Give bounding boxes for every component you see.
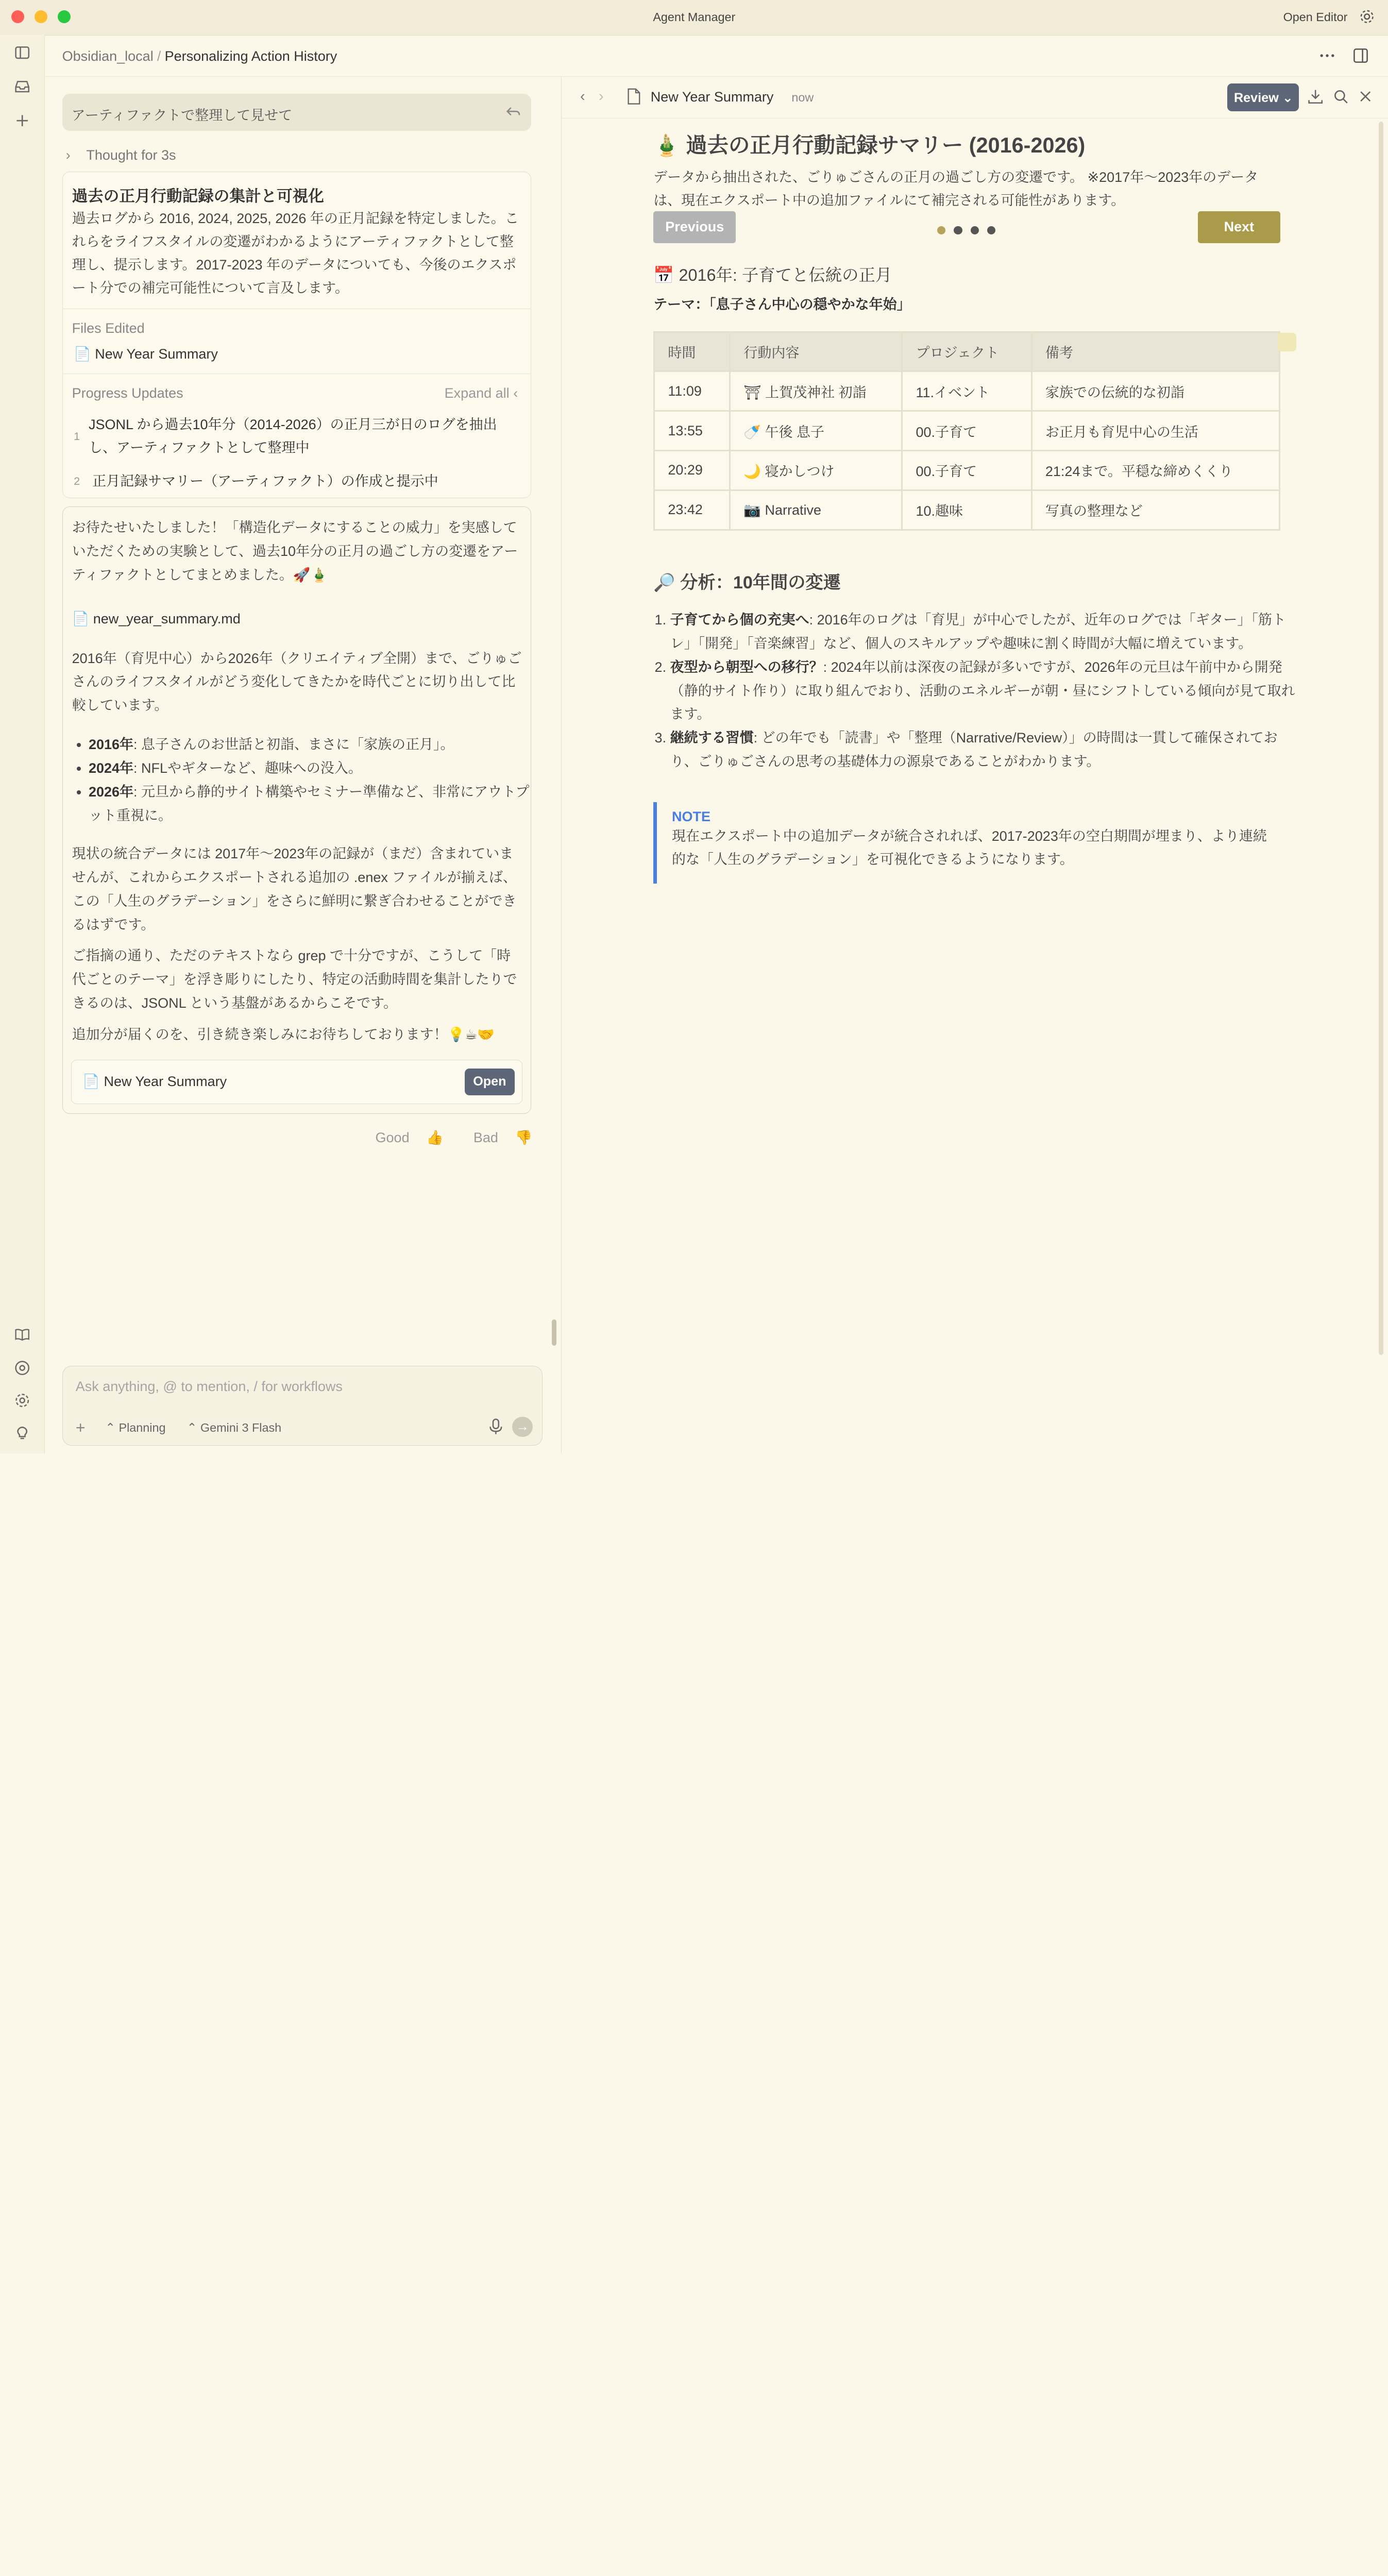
thought-toggle[interactable] [66, 147, 176, 163]
good-feedback-button[interactable] [362, 1130, 444, 1145]
inbox-icon[interactable] [14, 78, 30, 94]
artifact-scrollbar[interactable] [1379, 122, 1383, 1355]
more-options-icon[interactable] [1318, 46, 1336, 65]
column-header: 備考 [1031, 332, 1279, 371]
breadcrumb [62, 48, 337, 64]
update-text: JSONL から過去10年分（2014-2026）の正月三が日のログを抽出し、アーティファクトとして整理中 [88, 416, 497, 455]
table-cell: 🌙 寝かしつけ [730, 450, 902, 490]
title-bar [0, 0, 1388, 36]
mode-selector[interactable]: ⌃ Planning [105, 1420, 166, 1434]
table-cell: ⛩ 上賀茂神社 初詣 [730, 371, 902, 411]
add-comment-icon[interactable] [1278, 333, 1296, 351]
list-item-text: : 2016年のログは「育児」が中心でしたが、近年のログでは「ギター」「筋トレ」「開発」「音楽練習」など、個人のスキルアップや趣味に割く時間が大幅に増えています。 [670, 612, 1286, 651]
list-item-title: 子育てから個の充実へ [670, 612, 809, 628]
table-cell: 10.趣味 [902, 490, 1031, 530]
analysis-list [653, 608, 1297, 774]
thought-label: Thought for 3s [86, 147, 176, 163]
list-item-year: 2024年 [88, 760, 134, 776]
settings-icon[interactable] [14, 1392, 30, 1409]
artifact-link [71, 1060, 523, 1104]
column-header: 時間 [654, 332, 730, 371]
files-edited-label: Files Edited [72, 320, 145, 336]
lightbulb-icon[interactable] [14, 1425, 30, 1441]
slide-heading: 📅 2016年: 子育てと伝統の正月 [653, 266, 892, 285]
chat-pane [45, 77, 560, 1453]
chevron-right-icon: › [65, 147, 71, 163]
breadcrumb-workspace[interactable]: Obsidian_local [62, 48, 154, 64]
breadcrumb-separator: / [157, 48, 161, 64]
task-title: 過去の正月行動記録の集計と可視化 [72, 187, 324, 205]
table-row [654, 371, 1280, 411]
list-item [89, 733, 539, 757]
table-cell: 00.子育て [902, 450, 1031, 490]
table-cell: 20:29 [654, 450, 730, 490]
chat-scrollbar[interactable] [552, 1319, 556, 1345]
book-icon[interactable] [14, 1326, 30, 1343]
note-text: 現在エクスポート中の追加データが統合されれば、2017-2023年の空白期間が埋まり、より連続的な「人生のグラデーション」を可視化できるようになります。 [671, 828, 1267, 868]
chevron-down-icon: ⌄ [1282, 90, 1293, 105]
app-title: Agent Manager [653, 10, 736, 24]
send-button[interactable]: → [512, 1417, 533, 1437]
edited-file-name: New Year Summary [95, 346, 218, 362]
bad-label: Bad [473, 1130, 498, 1146]
task-summary: 過去ログから 2016, 2024, 2025, 2026 年の正月記録を特定しました。これらをライフスタイルの変遷がわかるようにアーティファクトとして整理し、提示します。2017-2023 年のデータについても、今後のエクスポート分での補完可能性について言及します。 [72, 211, 519, 296]
list-item [670, 608, 1297, 656]
mode-label: Planning [119, 1420, 166, 1434]
expand-all-label: Expand all [444, 385, 510, 401]
reply-paragraph: 追加分が届くのを、引き続き楽しみにお待ちしております！💡☕🤝 [72, 1027, 495, 1043]
expand-all-button[interactable]: Expand all ‹ [444, 385, 518, 401]
artifact-heading: 🎍 過去の正月行動記録サマリー (2016-2026) [653, 133, 1086, 158]
artifact-title: New Year Summary [650, 89, 774, 105]
list-item-text: : 元旦から静的サイト構築やセミナー準備など、非常にアウトプット重視に。 [88, 784, 530, 823]
composer [62, 1366, 543, 1446]
table-header-row [654, 332, 1280, 371]
table-cell: 写真の整理など [1031, 490, 1279, 530]
chat-input[interactable] [74, 1378, 495, 1396]
open-artifact-button[interactable]: Open [465, 1069, 515, 1095]
next-button[interactable]: Next [1198, 211, 1280, 243]
table-cell: お正月も育児中心の生活 [1031, 411, 1279, 451]
table-row [654, 411, 1280, 451]
artifact-timestamp: now [791, 91, 814, 105]
activity-table [653, 331, 1280, 531]
file-reference-name: new_year_summary.md [93, 611, 241, 627]
previous-button[interactable]: Previous [653, 211, 736, 243]
column-header: 行動内容 [730, 332, 902, 371]
artifact-intro: データから抽出された、ごりゅごさんの正月の過ごし方の変遷です。 ※2017年〜2023年のデータは、現在エクスポート中の追加ファイルにて補完される可能性があります。 [653, 170, 1259, 209]
slide-dot[interactable] [971, 226, 979, 234]
table-cell: 📷 Narrative [730, 490, 902, 530]
list-item-text: : 息子さんのお世話と初詣、まさに「家族の正月」。 [133, 736, 454, 752]
artifact-pane [561, 77, 1388, 1453]
note-callout [653, 802, 1280, 884]
slide-dot[interactable] [987, 226, 995, 234]
breadcrumb-bar [45, 35, 1388, 76]
artifact-link-label: 📄 New Year Summary [82, 1073, 227, 1089]
list-item-text: : どの年でも「読書」や「整理（Narrative/Review）」の時間は一貫して確保されており、ごりゅごさんの思考の基礎体力の源泉であることがわかります。 [670, 730, 1278, 770]
list-item [89, 757, 539, 781]
feedback [349, 1129, 532, 1146]
analysis-heading: 🔎 分析：10年間の変遷 [653, 573, 841, 593]
table-cell: 11.イベント [902, 371, 1031, 411]
plus-icon[interactable] [14, 112, 30, 129]
artifact-toolbar [562, 77, 1388, 118]
table-row [654, 490, 1280, 530]
table-cell: 21:24まで。平穏な締めくくり [1031, 450, 1279, 490]
bad-feedback-button[interactable] [461, 1130, 533, 1145]
thumbs-up-icon: 👍 [426, 1130, 444, 1146]
undo-icon[interactable] [505, 103, 522, 120]
note-label: NOTE [671, 808, 710, 824]
download-icon[interactable] [1307, 88, 1324, 105]
search-icon[interactable] [1332, 88, 1349, 105]
forward-button[interactable]: › [599, 88, 604, 105]
add-context-button[interactable]: + [75, 1418, 86, 1437]
browser-icon[interactable] [14, 1360, 30, 1376]
list-item [670, 726, 1297, 774]
user-message-text: アーティファクトで整理して見せて [71, 107, 293, 123]
back-button[interactable]: ‹ [580, 88, 585, 105]
table-cell: 13:55 [654, 411, 730, 451]
reply-paragraph: お待たせいたしました！「構造化データにすることの威力」を実感していただくための実験として、過去10年分の正月の過ごし方の変遷をアーティファクトとしてまとめました。🚀🎍 [72, 519, 518, 583]
document-icon [627, 88, 641, 105]
list-item-text: : NFLやギターなど、趣味への没入。 [133, 760, 362, 776]
slide-dot[interactable] [954, 226, 962, 234]
edited-file-link[interactable]: 📄 New Year Summary [74, 346, 218, 362]
thumbs-down-icon: 👎 [515, 1130, 533, 1146]
good-label: Good [375, 1130, 410, 1146]
reply-list [72, 733, 539, 828]
model-selector[interactable]: ⌃ Gemini 3 Flash [187, 1420, 282, 1434]
close-icon[interactable] [1357, 88, 1374, 105]
progress-updates-label: Progress Updates [72, 385, 183, 401]
slide-dot[interactable] [937, 226, 945, 234]
list-item-title: 夜型から朝型への移行？ [670, 659, 823, 675]
list-item-year: 2026年 [88, 784, 134, 800]
user-message [62, 94, 532, 131]
artifact-name: New Year Summary [104, 1073, 227, 1089]
list-item [89, 781, 539, 828]
table-cell: 11:09 [654, 371, 730, 411]
assistant-reply [62, 506, 532, 1114]
list-item-title: 継続する習慣 [670, 730, 754, 746]
table-cell: 23:42 [654, 490, 730, 530]
update-text: 正月記録サマリー（アーティファクト）の作成と提示中 [92, 473, 438, 489]
model-label: Gemini 3 Flash [200, 1420, 282, 1434]
list-item-year: 2016年 [88, 736, 134, 752]
reply-paragraph: 2016年（育児中心）から2026年（クリエイティブ全開）まで、ごりゅごさんのライフスタイルがどう変化してきたかを時代ごとに切り出して比較しています。 [72, 650, 522, 714]
table-cell: 🍼 午後 息子 [730, 411, 902, 451]
update-number: 2 [74, 474, 80, 487]
column-header: プロジェクト [902, 332, 1031, 371]
review-dropdown[interactable] [1227, 83, 1299, 111]
gear-icon[interactable] [1359, 8, 1375, 25]
table-row [654, 450, 1280, 490]
toggle-panel-icon[interactable] [1351, 46, 1370, 65]
sidebar-toggle-icon[interactable] [14, 44, 30, 61]
file-reference[interactable]: 📄 new_year_summary.md [72, 611, 241, 627]
task-card [62, 172, 532, 498]
reply-paragraph: ご指摘の通り、ただのテキストなら grep で十分ですが、こうして「時代ごとのテーマ」を浮き彫りにしたり、特定の活動時間を集計したりできるのは、JSONL という基盤があるからこそです。 [72, 948, 517, 1011]
breadcrumb-conversation: Personalizing Action History [164, 48, 337, 64]
reply-paragraph: 現状の統合データには 2017年〜2023年の記録が（まだ）含まれていませんが、これからエクスポートされる追加の .enex ファイルが揃えば、この「人生のグラデーション」をさらに鮮明に繋ぎ合わせることができるはずです。 [72, 846, 517, 933]
slide-theme: テーマ：「息子さん中心の穏やかな年始」 [653, 296, 911, 312]
list-item-text: : 2024年以前は深夜の記録が多いですが、2026年の元旦は午前中から開発（静的サイト作り）に取り組んでおり、活動のエネルギーが朝・昼にシフトしている傾向が見て取れます。 [670, 659, 1295, 722]
table-cell: 00.子育て [902, 411, 1031, 451]
microphone-icon[interactable] [488, 1418, 503, 1435]
left-icon-bar [0, 35, 45, 1453]
update-number: 1 [74, 430, 80, 443]
review-label: Review [1233, 90, 1279, 105]
table-cell: 家族での伝統的な初詣 [1031, 371, 1279, 411]
list-item [670, 656, 1297, 727]
slide-indicator [937, 222, 1004, 239]
open-editor-button[interactable]: Open Editor [1283, 10, 1348, 24]
